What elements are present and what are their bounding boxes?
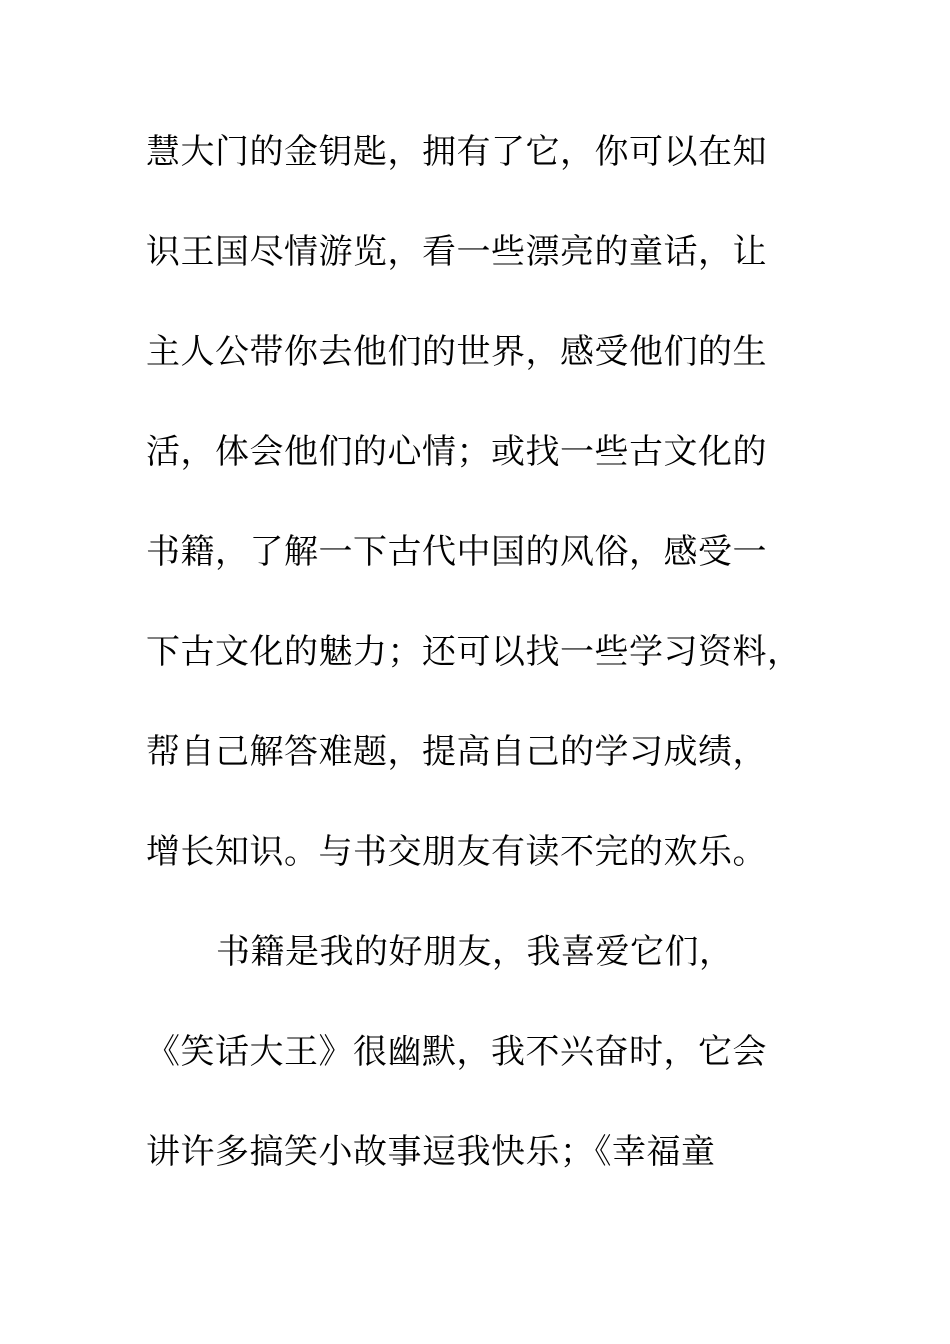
text-line: 活，体会他们的心情；或找一些古文化的 [146,432,767,472]
text-line: 增长知识。与书交朋友有读不完的欢乐。 [146,832,767,872]
body-text [146,122,826,1222]
text-line: 讲许多搞笑小故事逗我快乐；《幸福童 [146,1132,716,1172]
paragraph-start-line: 书籍是我的好朋友，我喜爱它们， [216,932,734,972]
text-line: 书籍，了解一下古代中国的风俗，感受一 [146,532,767,572]
text-line: 下古文化的魅力；还可以找一些学习资料， [146,632,802,672]
text-line: 慧大门的金钥匙，拥有了它，你可以在知 [146,132,767,172]
text-line: 主人公带你去他们的世界，感受他们的生 [146,332,767,372]
text-line: 帮自己解答难题，提高自己的学习成绩， [146,732,767,772]
text-line: 《笑话大王》很幽默，我不兴奋时，它会 [146,1032,767,1072]
text-line: 识王国尽情游览，看一些漂亮的童话，让 [146,232,767,272]
